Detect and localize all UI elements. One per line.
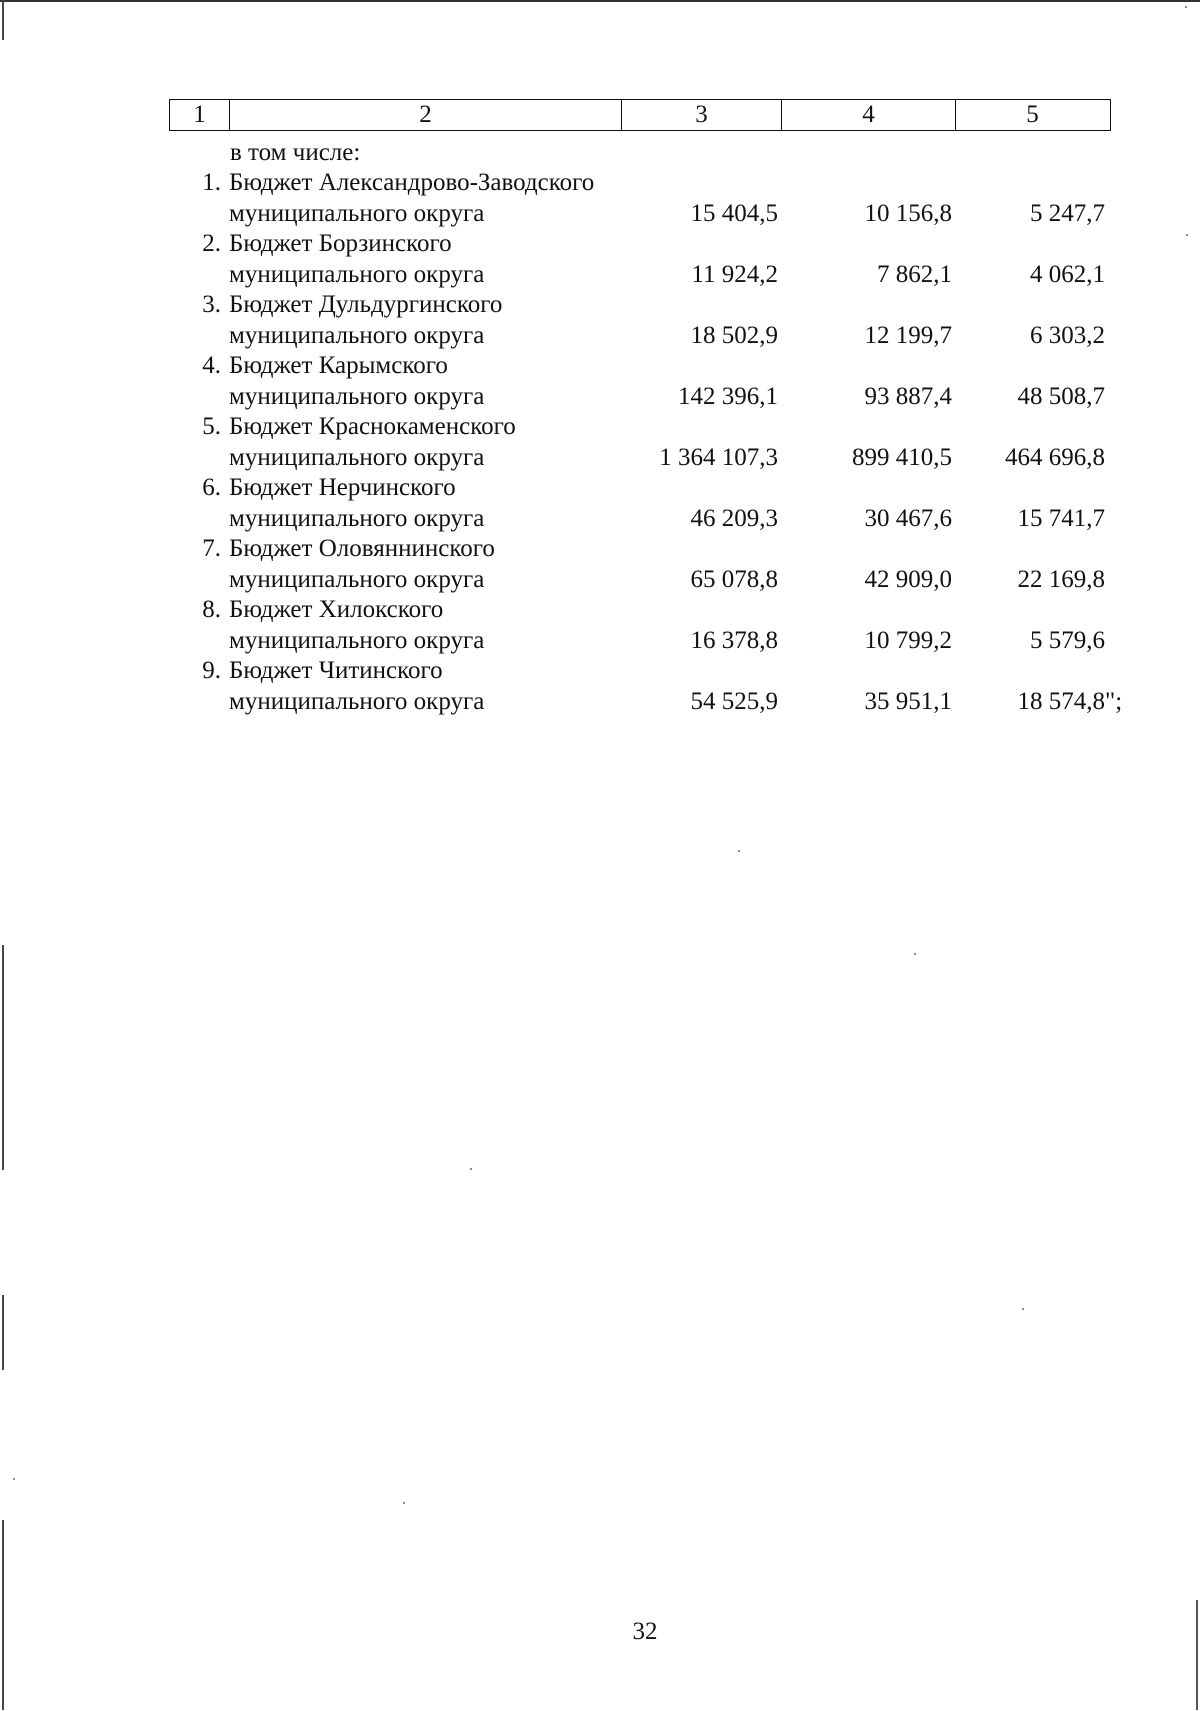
row-name-line2: муниципального округа bbox=[229, 504, 485, 532]
table-subtitle: в том числе: bbox=[230, 139, 361, 166]
table-row bbox=[169, 656, 1129, 717]
row-value-col4: 12 199,7 bbox=[864, 321, 952, 349]
row-number: 6. bbox=[202, 474, 221, 501]
row-value-col5: 464 696,8 bbox=[1005, 443, 1105, 471]
scan-speck bbox=[738, 850, 740, 852]
page-number: 32 bbox=[632, 1618, 658, 1645]
table-row bbox=[169, 168, 1129, 229]
scan-edge-left bbox=[2, 0, 4, 40]
column-number-header bbox=[169, 99, 1111, 131]
row-value-col4: 35 951,1 bbox=[864, 687, 952, 715]
column-number-3: 3 bbox=[622, 100, 782, 130]
scan-speck bbox=[403, 1502, 405, 1504]
row-name-line1: Бюджет Александрово-Заводского bbox=[229, 169, 595, 196]
scan-edge-left bbox=[2, 1295, 4, 1370]
row-name-line1: Бюджет Читинского bbox=[229, 657, 443, 684]
row-value-col5: 5 247,7 bbox=[1030, 199, 1105, 227]
row-value-col4: 7 862,1 bbox=[877, 260, 952, 288]
closing-quote-semicolon: "; bbox=[1105, 687, 1123, 715]
row-value-col4: 10 156,8 bbox=[864, 199, 952, 227]
row-name-line2: муниципального округа bbox=[229, 321, 485, 349]
table-row bbox=[169, 473, 1129, 534]
table-row bbox=[169, 412, 1129, 473]
scan-speck bbox=[13, 1478, 15, 1480]
row-number: 4. bbox=[202, 352, 221, 379]
row-name-line2: муниципального округа bbox=[229, 260, 485, 288]
row-value-col3: 15 404,5 bbox=[690, 199, 778, 227]
row-value-col4: 899 410,5 bbox=[852, 443, 952, 471]
column-number-5: 5 bbox=[1026, 101, 1039, 128]
row-value-col3: 18 502,9 bbox=[690, 321, 778, 349]
row-value-col3: 11 924,2 bbox=[691, 260, 778, 288]
scan-speck bbox=[1185, 6, 1187, 8]
row-value-col5: 4 062,1 bbox=[1030, 260, 1105, 288]
row-number: 8. bbox=[202, 596, 221, 623]
row-value-col3: 54 525,9 bbox=[690, 687, 778, 715]
row-name-line1: Бюджет Нерчинского bbox=[229, 474, 456, 501]
row-value-col3: 1 364 107,3 bbox=[659, 443, 778, 471]
row-name-line1: Бюджет Краснокаменского bbox=[229, 413, 516, 440]
scan-border-top bbox=[0, 0, 1200, 2]
column-number-1: 1 bbox=[170, 100, 230, 130]
row-name-line1: Бюджет Карымского bbox=[229, 352, 448, 379]
row-name-line2: муниципального округа bbox=[229, 687, 485, 715]
scan-edge-left bbox=[2, 945, 4, 1170]
scan-edge-left bbox=[2, 1520, 4, 1710]
row-name-line1: Бюджет Борзинского bbox=[229, 230, 452, 257]
row-value-col5: 5 579,6 bbox=[1030, 626, 1105, 654]
row-value-col3: 46 209,3 bbox=[690, 504, 778, 532]
row-number: 1. bbox=[202, 169, 221, 196]
row-value-col5: 48 508,7 bbox=[1017, 382, 1105, 410]
scan-speck bbox=[914, 953, 916, 955]
table-row bbox=[169, 595, 1129, 656]
row-name-line1: Бюджет Дульдургинского bbox=[229, 291, 503, 318]
row-value-col4: 42 909,0 bbox=[864, 565, 952, 593]
row-value-col5-number: 18 574,8 bbox=[1017, 687, 1105, 715]
row-value-col3: 65 078,8 bbox=[690, 565, 778, 593]
table-row bbox=[169, 534, 1129, 595]
row-value-col5: 6 303,2 bbox=[1030, 321, 1105, 349]
row-number: 3. bbox=[202, 291, 221, 318]
row-value-col4: 30 467,6 bbox=[864, 504, 952, 532]
row-name-line2: муниципального округа bbox=[229, 565, 485, 593]
row-name-line2: муниципального округа bbox=[229, 443, 485, 471]
row-number: 9. bbox=[202, 657, 221, 684]
row-value-col5 bbox=[955, 687, 1123, 718]
scan-speck bbox=[1186, 234, 1188, 236]
scan-speck bbox=[470, 1168, 472, 1170]
budget-table-body bbox=[169, 168, 1129, 717]
table-row bbox=[169, 229, 1129, 290]
row-name-line1: Бюджет Хилокского bbox=[229, 596, 444, 623]
row-value-col5: 15 741,7 bbox=[1017, 504, 1105, 532]
row-value-col5: 22 169,8 bbox=[1017, 565, 1105, 593]
row-number: 5. bbox=[202, 413, 221, 440]
scan-edge-right bbox=[1196, 1600, 1198, 1710]
row-value-col4: 93 887,4 bbox=[864, 382, 952, 410]
row-value-col3: 16 378,8 bbox=[690, 626, 778, 654]
row-value-col4: 10 799,2 bbox=[864, 626, 952, 654]
row-number: 2. bbox=[202, 230, 221, 257]
row-name-line2: муниципального округа bbox=[229, 626, 485, 654]
row-name-line2: муниципального округа bbox=[229, 199, 485, 227]
table-row bbox=[169, 351, 1129, 412]
row-name-line1: Бюджет Оловяннинского bbox=[229, 535, 495, 562]
row-number: 7. bbox=[202, 535, 221, 562]
row-name-line2: муниципального округа bbox=[229, 382, 485, 410]
row-value-col3: 142 396,1 bbox=[678, 382, 778, 410]
column-number-2: 2 bbox=[230, 100, 622, 130]
column-number-4: 4 bbox=[782, 100, 956, 130]
scan-speck bbox=[1022, 1308, 1024, 1310]
table-row bbox=[169, 290, 1129, 351]
